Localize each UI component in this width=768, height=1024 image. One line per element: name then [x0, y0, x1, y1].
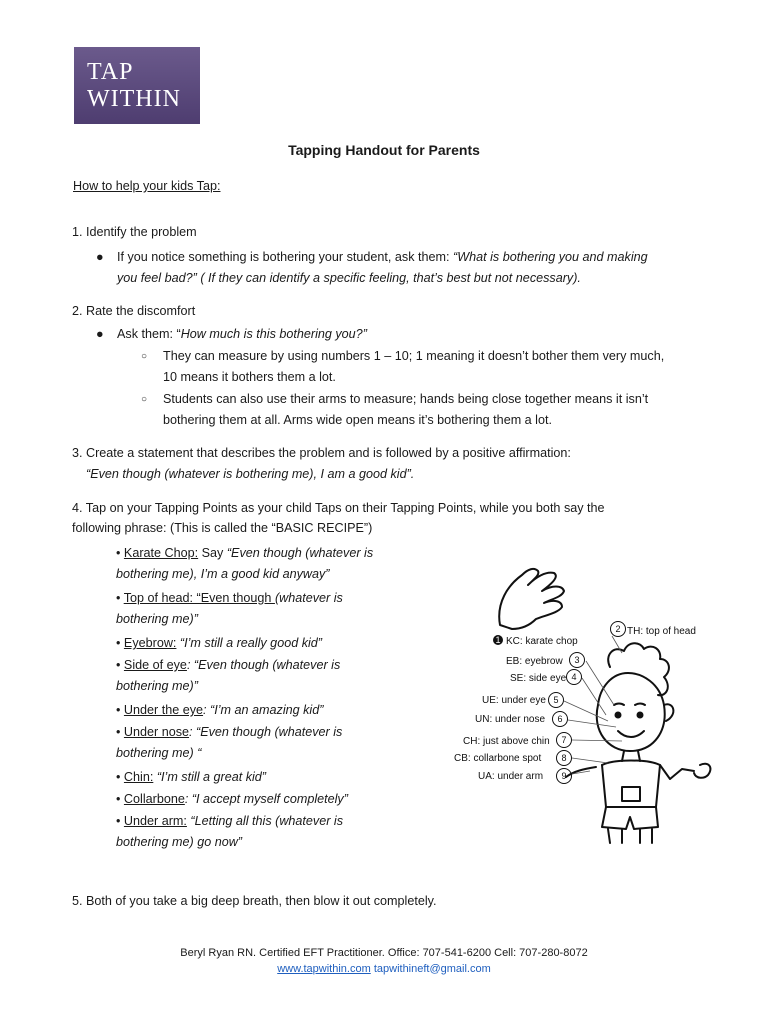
recipe-phrase: : “I’m an amazing kid”	[203, 703, 324, 717]
recipe-phrase: : “Even though (whatever is	[186, 658, 341, 672]
footer-links	[0, 961, 768, 977]
point-label-se: SE: side eye	[510, 673, 567, 684]
point-label-un: UN: under nose	[475, 714, 546, 725]
step2-sub2	[141, 389, 649, 410]
right-hand-icon	[694, 764, 710, 778]
step1-bullet-text: If you notice something is bothering your student, ask them:	[117, 250, 454, 264]
recipe-phrase: : “Even though (whatever is	[189, 725, 343, 739]
recipe-list	[116, 543, 436, 853]
recipe-label: Chin:	[123, 770, 154, 784]
step4-line2: following phrase: (This is called the “BASIC RECIPE”)	[72, 521, 373, 535]
step2-sub1-line1: They can measure by using numbers 1 – 10; 1 meaning it doesn’t bother them very much,	[163, 349, 665, 363]
step1-question-1: “What is bothering you and making	[453, 250, 648, 264]
point-number-8: 8	[561, 753, 567, 763]
step2-sub1	[141, 346, 665, 367]
page-title: Tapping Handout for Parents	[288, 142, 480, 158]
head-icon	[597, 673, 665, 751]
step1-bullet	[96, 247, 737, 268]
point-label-th: TH: top of head	[627, 626, 696, 637]
point-label-kc: KC: karate chop	[506, 636, 578, 647]
point-label-cb: CB: collarbone spot	[454, 753, 542, 764]
point-number-5: 5	[553, 695, 559, 705]
point-label-ch: CH: just above chin	[463, 736, 550, 747]
point-number-6: 6	[557, 714, 563, 724]
step2-sub1-line2: 10 means it bothers them a lot.	[163, 370, 336, 384]
recipe-phrase: “I’m still a great kid”	[153, 770, 266, 784]
recipe-label: Under the eye	[123, 703, 204, 717]
recipe-label: Collarbone	[123, 792, 185, 806]
tapping-points-labels	[454, 622, 696, 784]
recipe-label: Under nose	[123, 725, 190, 739]
recipe-phrase: “I’m still a really good kid”	[176, 636, 322, 650]
recipe-under-nose: • Under nose: “Even though (whatever is	[116, 725, 343, 739]
right-eye-icon	[638, 713, 643, 718]
recipe-phrase: : “I accept myself completely”	[184, 792, 348, 806]
step3-quote: “Even though (whatever is bothering me), I am a good kid”.	[86, 467, 415, 481]
recipe-top-of-head: • Top of head: “Even though (whatever is	[116, 591, 343, 605]
footer-contact: Beryl Ryan RN. Certified EFT Practitioner. Office: 707-541-6200 Cell: 707-280-8072	[180, 947, 588, 959]
pocket-icon	[622, 787, 640, 801]
recipe-under-eye: • Under the eye: “I’m an amazing kid”	[116, 703, 324, 717]
recipe-text: Say	[198, 546, 227, 560]
recipe-label: Top of head: “Even though	[123, 591, 275, 605]
email-link[interactable]: tapwithineft@gmail.com	[373, 963, 491, 975]
eyebrows-icon	[614, 704, 645, 706]
step2-question: How much is this bothering you?”	[180, 327, 367, 341]
bullet-dot: ●	[96, 327, 104, 341]
left-eye-icon	[616, 713, 621, 718]
step2-sub2-line1: Students can also use their arms to measure; hands being close together means it isn’t	[163, 392, 649, 406]
step2-bullet-text: Ask them: “	[117, 327, 181, 341]
recipe-phrase: bothering me), I’m a good kid anyway”	[116, 567, 330, 581]
recipe-label: Under arm:	[123, 814, 187, 828]
recipe-under-arm: • Under arm: “Letting all this (whatever is	[116, 814, 344, 828]
point-number-2: 2	[615, 624, 621, 634]
hair-icon	[608, 643, 669, 695]
point-number-7: 7	[561, 735, 567, 745]
recipe-side-of-eye: • Side of eye: “Even though (whatever is	[116, 658, 341, 672]
step2-sub2-line2: bothering them at all. Arms wide open means it’s bothering them a lot.	[163, 413, 552, 427]
point-label-eb: EB: eyebrow	[506, 656, 563, 667]
recipe-label: Side of eye	[123, 658, 187, 672]
website-link[interactable]: www.tapwithin.com	[277, 963, 371, 975]
point-label-ua: UA: under arm	[478, 771, 544, 782]
recipe-phrase: bothering me)”	[116, 612, 198, 626]
legs-icon	[608, 829, 652, 843]
step1-question-2: you feel bad?” ( If they can identify a specific feeling, that’s best but not necessary).	[117, 271, 581, 285]
point-number-3: 3	[574, 655, 580, 665]
subtitle: How to help your kids Tap:	[73, 179, 221, 193]
point-number-4: 4	[571, 672, 577, 682]
shorts-icon	[602, 807, 658, 829]
recipe-phrase: “Even though (whatever is	[226, 546, 374, 560]
recipe-phrase: “Letting all this (whatever is	[186, 814, 344, 828]
tap-within-logo	[74, 47, 200, 124]
recipe-phrase: bothering me)”	[116, 679, 198, 693]
recipe-label: Karate Chop:	[123, 546, 199, 560]
logo-line-2: WITHIN	[87, 86, 181, 112]
recipe-phrase: (whatever is	[274, 591, 343, 605]
step1-heading: 1. Identify the problem	[72, 225, 197, 239]
recipe-eyebrow: • Eyebrow: “I’m still a really good kid”	[116, 636, 322, 650]
right-arm-icon	[602, 761, 694, 780]
step4-line1: 4. Tap on your Tapping Points as your child Taps on their Tapping Points, while you both say the	[72, 501, 605, 515]
step2-bullet	[96, 324, 367, 345]
smile-icon	[618, 731, 644, 737]
recipe-phrase: bothering me) go now”	[116, 835, 243, 849]
step5: 5. Both of you take a big deep breath, then blow it out completely.	[72, 894, 437, 908]
point-label-ue: UE: under eye	[482, 695, 546, 706]
logo-line-1: TAP	[87, 59, 134, 85]
recipe-chin: • Chin: “I’m still a great kid”	[116, 770, 266, 784]
recipe-label: Eyebrow:	[123, 636, 177, 650]
recipe-collarbone: • Collarbone: “I accept myself completely”	[116, 792, 348, 806]
step2-heading: 2. Rate the discomfort	[72, 304, 196, 318]
point-number-9: 9	[561, 771, 567, 781]
karate-chop-hand-icon	[499, 569, 564, 629]
recipe-phrase: bothering me) “	[116, 746, 202, 760]
circle-bullet: ○	[141, 351, 148, 362]
bullet-dot: ●	[96, 250, 104, 264]
point-number-1: 1	[495, 635, 501, 645]
step3-heading: 3. Create a statement that describes the problem and is followed by a positive affirmation:	[72, 446, 571, 460]
recipe-karate-chop: • Karate Chop: Say “Even though (whatever is	[116, 546, 374, 560]
circle-bullet: ○	[141, 394, 148, 405]
tapping-points-diagram	[438, 555, 722, 845]
